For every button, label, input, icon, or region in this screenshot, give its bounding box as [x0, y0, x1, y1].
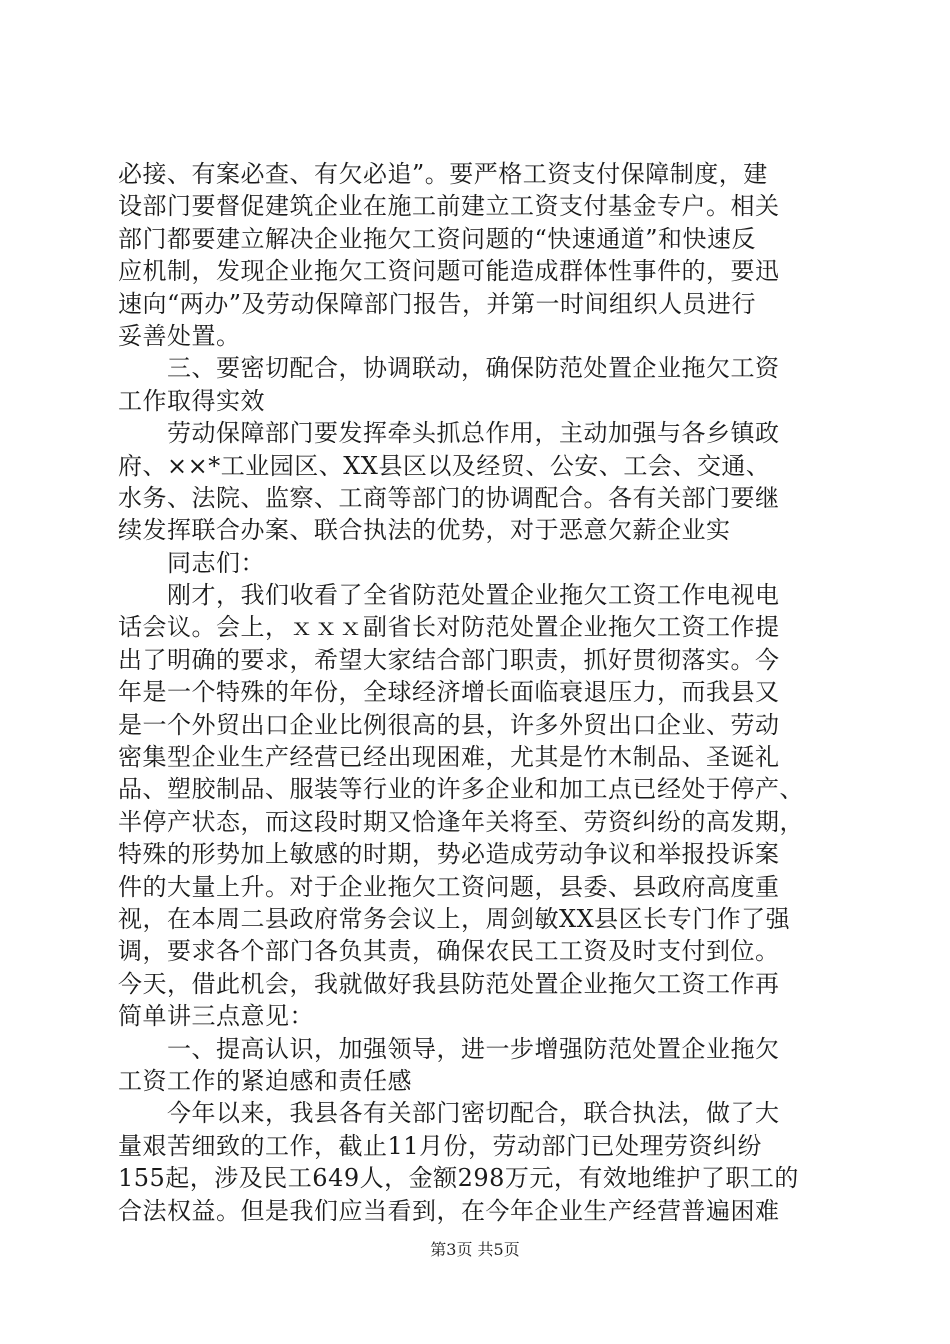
text-line: 刚才，我们收看了全省防范处置企业拖欠工资工作电视电: [118, 581, 780, 610]
text-line: 特殊的形势加上敏感的时期，势必造成劳动争议和举报投诉案: [118, 840, 780, 869]
text-line: 妥善处置。: [118, 321, 241, 350]
text-line: 府、××*工业园区、XX县区以及经贸、公安、工会、交通、: [118, 451, 771, 480]
section-heading-line: 一、提高认识，加强领导，进一步增强防范处置企业拖欠: [118, 1034, 780, 1063]
text-line: 量艰苦细致的工作，截止11月份，劳动部门已处理劳资纠纷: [118, 1131, 763, 1160]
section-heading-line: 工资工作的紧迫感和责任感: [118, 1066, 412, 1095]
text-line: 速向“两办”及劳动保障部门报告，并第一时间组织人员进行: [118, 289, 757, 318]
text-line: 半停产状态，而这段时期又恰逢年关将至、劳资纠纷的高发期，: [118, 807, 804, 836]
text-line: 简单讲三点意见：: [118, 1002, 314, 1031]
text-line: 品、塑胶制品、服装等行业的许多企业和加工点已经处于停产、: [118, 775, 804, 804]
text-line: 设部门要督促建筑企业在施工前建立工资支付基金专户。相关: [118, 192, 780, 221]
text-line: 件的大量上升。对于企业拖欠工资问题，县委、县政府高度重: [118, 872, 780, 901]
text-line: 视，在本周二县政府常务会议上，周剑敏XX县区长专门作了强: [118, 904, 791, 933]
text-line: 话会议。会上，ｘｘｘ副省长对防范处置企业拖欠工资工作提: [118, 613, 780, 642]
text-line: 必接、有案必查、有欠必追”。要严格工资支付保障制度，建: [118, 160, 768, 188]
text-line: 调，要求各个部门各负其责，确保农民工工资及时支付到位。: [118, 937, 780, 966]
text-line: 合法权益。但是我们应当看到，在今年企业生产经营普遍困难: [118, 1196, 780, 1225]
text-line: 密集型企业生产经营已经出现困难，尤其是竹木制品、圣诞礼: [118, 743, 780, 772]
text-line: 应机制，发现企业拖欠工资问题可能造成群体性事件的，要迅: [118, 257, 780, 286]
text-line: 出了明确的要求，希望大家结合部门职责，抓好贯彻落实。今: [118, 645, 780, 674]
body-text: [118, 158, 834, 1227]
text-line: 年是一个特殊的年份，全球经济增长面临衰退压力，而我县又: [118, 678, 780, 707]
text-line: 155起，涉及民工649人，金额298万元，有效地维护了职工的: [118, 1164, 799, 1193]
page-number-footer: 第3页 共5页: [430, 1240, 520, 1259]
text-line: 是一个外贸出口企业比例很高的县，许多外贸出口企业、劳动: [118, 710, 780, 739]
section-heading-line: 工作取得实效: [118, 386, 265, 415]
section-heading-line: 三、要密切配合，协调联动，确保防范处置企业拖欠工资: [118, 354, 780, 383]
text-line: 今年以来，我县各有关部门密切配合，联合执法，做了大: [118, 1099, 780, 1128]
salutation-line: 同志们：: [118, 548, 265, 577]
text-line: 水务、法院、监察、工商等部门的协调配合。各有关部门要继: [118, 483, 780, 512]
text-line: 劳动保障部门要发挥牵头抓总作用，主动加强与各乡镇政: [118, 419, 780, 448]
text-line: 续发挥联合办案、联合执法的优势，对于恶意欠薪企业实: [118, 516, 731, 545]
text-line: 今天，借此机会，我就做好我县防范处置企业拖欠工资工作再: [118, 969, 780, 998]
text-line: 部门都要建立解决企业拖欠工资问题的“快速通道”和快速反: [118, 224, 757, 253]
